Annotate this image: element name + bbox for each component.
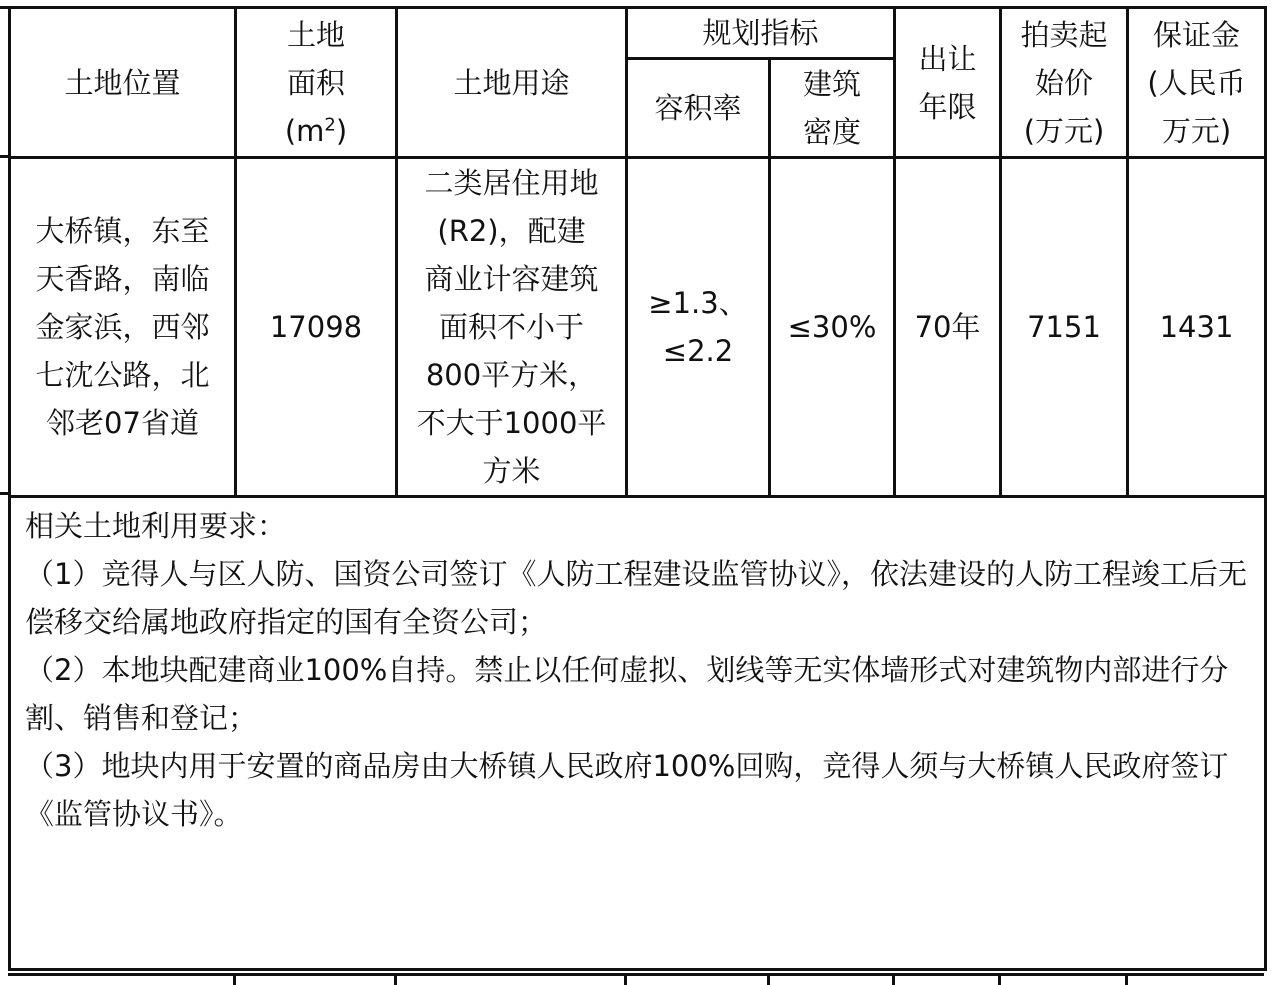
header-deposit-line1: 保证金 <box>1153 17 1241 52</box>
header-area-unit-sup: 2 <box>324 113 336 135</box>
next-row-border <box>8 973 1264 985</box>
header-term <box>895 8 1001 158</box>
column-divider-stub <box>394 976 397 985</box>
location-line: 邻老07省道 <box>46 406 199 440</box>
cell-term <box>895 158 1001 497</box>
header-density-line2: 密度 <box>803 115 862 149</box>
header-start-line2: 始价 <box>1035 65 1094 100</box>
header-term-line2: 年限 <box>918 89 977 124</box>
location-line: 金家浜，西邻 <box>35 310 210 344</box>
column-divider-stub <box>1125 976 1128 985</box>
location-line: 大桥镇，东至 <box>35 214 210 248</box>
header-far-text: 容积率 <box>654 91 742 125</box>
use-line: 方米 <box>482 454 541 488</box>
area-value: 17098 <box>269 310 363 344</box>
use-line: 800平方米， <box>425 358 598 392</box>
cell-start-price <box>1001 158 1128 497</box>
column-divider-stub <box>892 976 895 985</box>
header-area-line1: 土地 <box>286 17 345 52</box>
column-divider-stub <box>233 976 236 985</box>
header-deposit-line2: (人民币 <box>1147 65 1246 100</box>
density-value: ≤30% <box>787 310 877 344</box>
use-line: 商业计容建筑 <box>424 262 599 296</box>
requirements-row <box>10 497 1266 970</box>
header-location <box>10 8 236 158</box>
header-planning-text: 规划指标 <box>702 16 819 50</box>
header-deposit-line3: 万元) <box>1161 113 1232 148</box>
cell-density <box>770 158 895 497</box>
term-value: 70年 <box>914 310 981 344</box>
requirements-cell <box>10 497 1266 970</box>
header-density <box>770 59 895 158</box>
header-far <box>627 59 770 158</box>
use-line: 二类居住用地 <box>424 166 599 200</box>
location-line: 七沈公路，北 <box>35 358 210 392</box>
deposit-value: 1431 <box>1159 310 1234 344</box>
use-line: 不大于1000平 <box>416 406 607 440</box>
header-area-unit-suffix: ) <box>335 113 348 148</box>
column-divider-stub <box>624 976 627 985</box>
header-start-price <box>1001 8 1128 158</box>
start-price-value: 7151 <box>1027 310 1101 344</box>
header-density-line1: 建筑 <box>803 67 862 101</box>
header-area <box>236 8 397 158</box>
cell-use <box>397 158 627 497</box>
header-use <box>397 8 627 158</box>
header-start-line1: 拍卖起 <box>1020 17 1108 52</box>
use-line: (R2)，配建 <box>437 214 586 248</box>
header-area-unit-prefix: (m <box>284 113 325 148</box>
header-start-line3: (万元) <box>1023 113 1105 148</box>
header-planning <box>627 8 895 59</box>
location-line: 天香路，南临 <box>35 262 210 296</box>
far-line: ≤2.2 <box>662 334 734 368</box>
table-row <box>10 158 1266 497</box>
cell-area <box>236 158 397 497</box>
requirements-title: 相关土地利用要求： <box>25 509 287 543</box>
header-area-line2: 面积 <box>286 65 345 100</box>
requirement-item: （1）竞得人与区人防、国资公司签订《人防工程建设监管协议》，依法建设的人防工程竣工后无偿移交给属地政府指定的国有全资公司； <box>25 557 1247 639</box>
header-term-line1: 出让 <box>918 41 977 76</box>
land-auction-table <box>8 6 1267 971</box>
header-use-text: 土地用途 <box>453 65 570 100</box>
column-divider-stub <box>767 976 770 985</box>
use-line: 面积不小于 <box>438 310 584 344</box>
cell-location <box>10 158 236 497</box>
header-location-text: 土地位置 <box>64 65 181 100</box>
far-line: ≥1.3、 <box>648 286 748 320</box>
cell-far <box>627 158 770 497</box>
header-area-unit <box>237 107 395 155</box>
requirement-item: （2）本地块配建商业100%自持。禁止以任何虚拟、划线等无实体墙形式对建筑物内部进行分割、销售和登记； <box>25 653 1229 735</box>
cell-deposit <box>1128 158 1266 497</box>
column-divider-stub <box>998 976 1001 985</box>
requirement-item: （3）地块内用于安置的商品房由大桥镇人民政府100%回购，竞得人须与大桥镇人民政府签订《监管协议书》。 <box>25 749 1229 831</box>
header-deposit <box>1128 8 1266 158</box>
